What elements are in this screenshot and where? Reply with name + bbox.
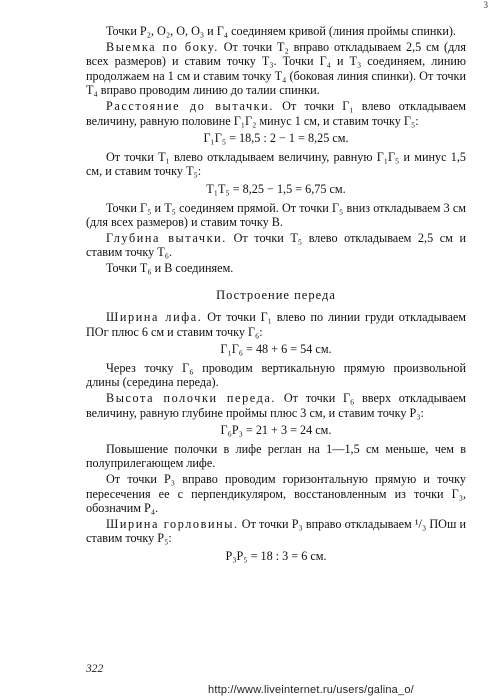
- formula: Г₁Г₆ = 48 + 6 = 54 см.: [220, 342, 332, 357]
- paragraph: Повышение полочки в лифе реглан на 1—1,5 см меньше, чем в полуприлегающем лифе.: [86, 441, 466, 471]
- paragraph: Точки P₂, O₂, O, O₃ и Г₄ соединяем кривой (линия проймы спинки).: [106, 24, 456, 38]
- page-text: [86, 24, 466, 568]
- page-number: 322: [86, 663, 104, 675]
- paragraph: От точки T₁ влево откладываем величину, равную Г₁Г₅ и минус 1,5 см, и ставим точку T₅:: [86, 149, 466, 179]
- paragraph: Ширина лифа. От точки Г₁ влево по линии груди откладываем ПОг плюс 6 см и ставим точку Г₆:: [86, 310, 466, 339]
- paragraph: Точки Г₅ и T₅ соединяем прямой. От точки Г₅ вниз откладываем 3 см (для всех размеров) и ставим точку B.: [86, 200, 466, 230]
- paragraph: Точки T₆ и B соединяем.: [106, 260, 234, 275]
- paragraph: Глубина вытачки. От точки T₅ влево откладываем 2,5 см и ставим точку T₆.: [86, 230, 466, 260]
- formula: P₃P₅ = 18 : 3 = 6 см.: [225, 549, 327, 563]
- paragraph: Ширина горловины. От точки P₃ вправо откладываем ¹/₃ ПОш и ставим точку P₅:: [86, 516, 466, 546]
- formula: Г₆P₃ = 21 + 3 = 24 см.: [220, 423, 332, 438]
- paragraph: Расстояние до вытачки. От точки Г₁ влево откладываем величину, равную половине Г₁Г₂ минус 1 см, и ставим точку Г₅:: [86, 98, 466, 128]
- paragraph: Высота полочки переда. От точки Г₆ вверх откладываем величину, равную глубине проймы плюс 3 см, и ставим точку P₃:: [86, 391, 466, 420]
- paragraph: Через точку Г₆ проводим вертикальную прямую произвольной длины (середина переда).: [86, 360, 466, 390]
- paragraph: От точки P₃ вправо проводим горизонтальную прямую и точку пересечения ее с перпендикуляром, восстановленным из точки Г₃, обозначим P₄.: [86, 472, 466, 516]
- paragraph: Выемка по боку. От точки T₂ вправо откладываем 2,5 см (для всех размеров) и ставим точку T₃. Точки Г₄ и T₃ соединяем, линию продолжаем на 1 см и ставим точку T₄ (боковая линия спинки). От точки T₄ вправо проводим линию до талии спинки.: [86, 39, 466, 98]
- formula: T₁T₅ = 8,25 − 1,5 = 6,75 см.: [206, 181, 346, 196]
- corner-mark: 3: [483, 0, 488, 10]
- formula: Г₁Г₅ = 18,5 : 2 − 1 = 8,25 см.: [203, 131, 349, 146]
- section-heading: Построение переда: [216, 287, 336, 302]
- watermark-url: http://www.liveinternet.ru/users/galina_o/: [208, 684, 414, 696]
